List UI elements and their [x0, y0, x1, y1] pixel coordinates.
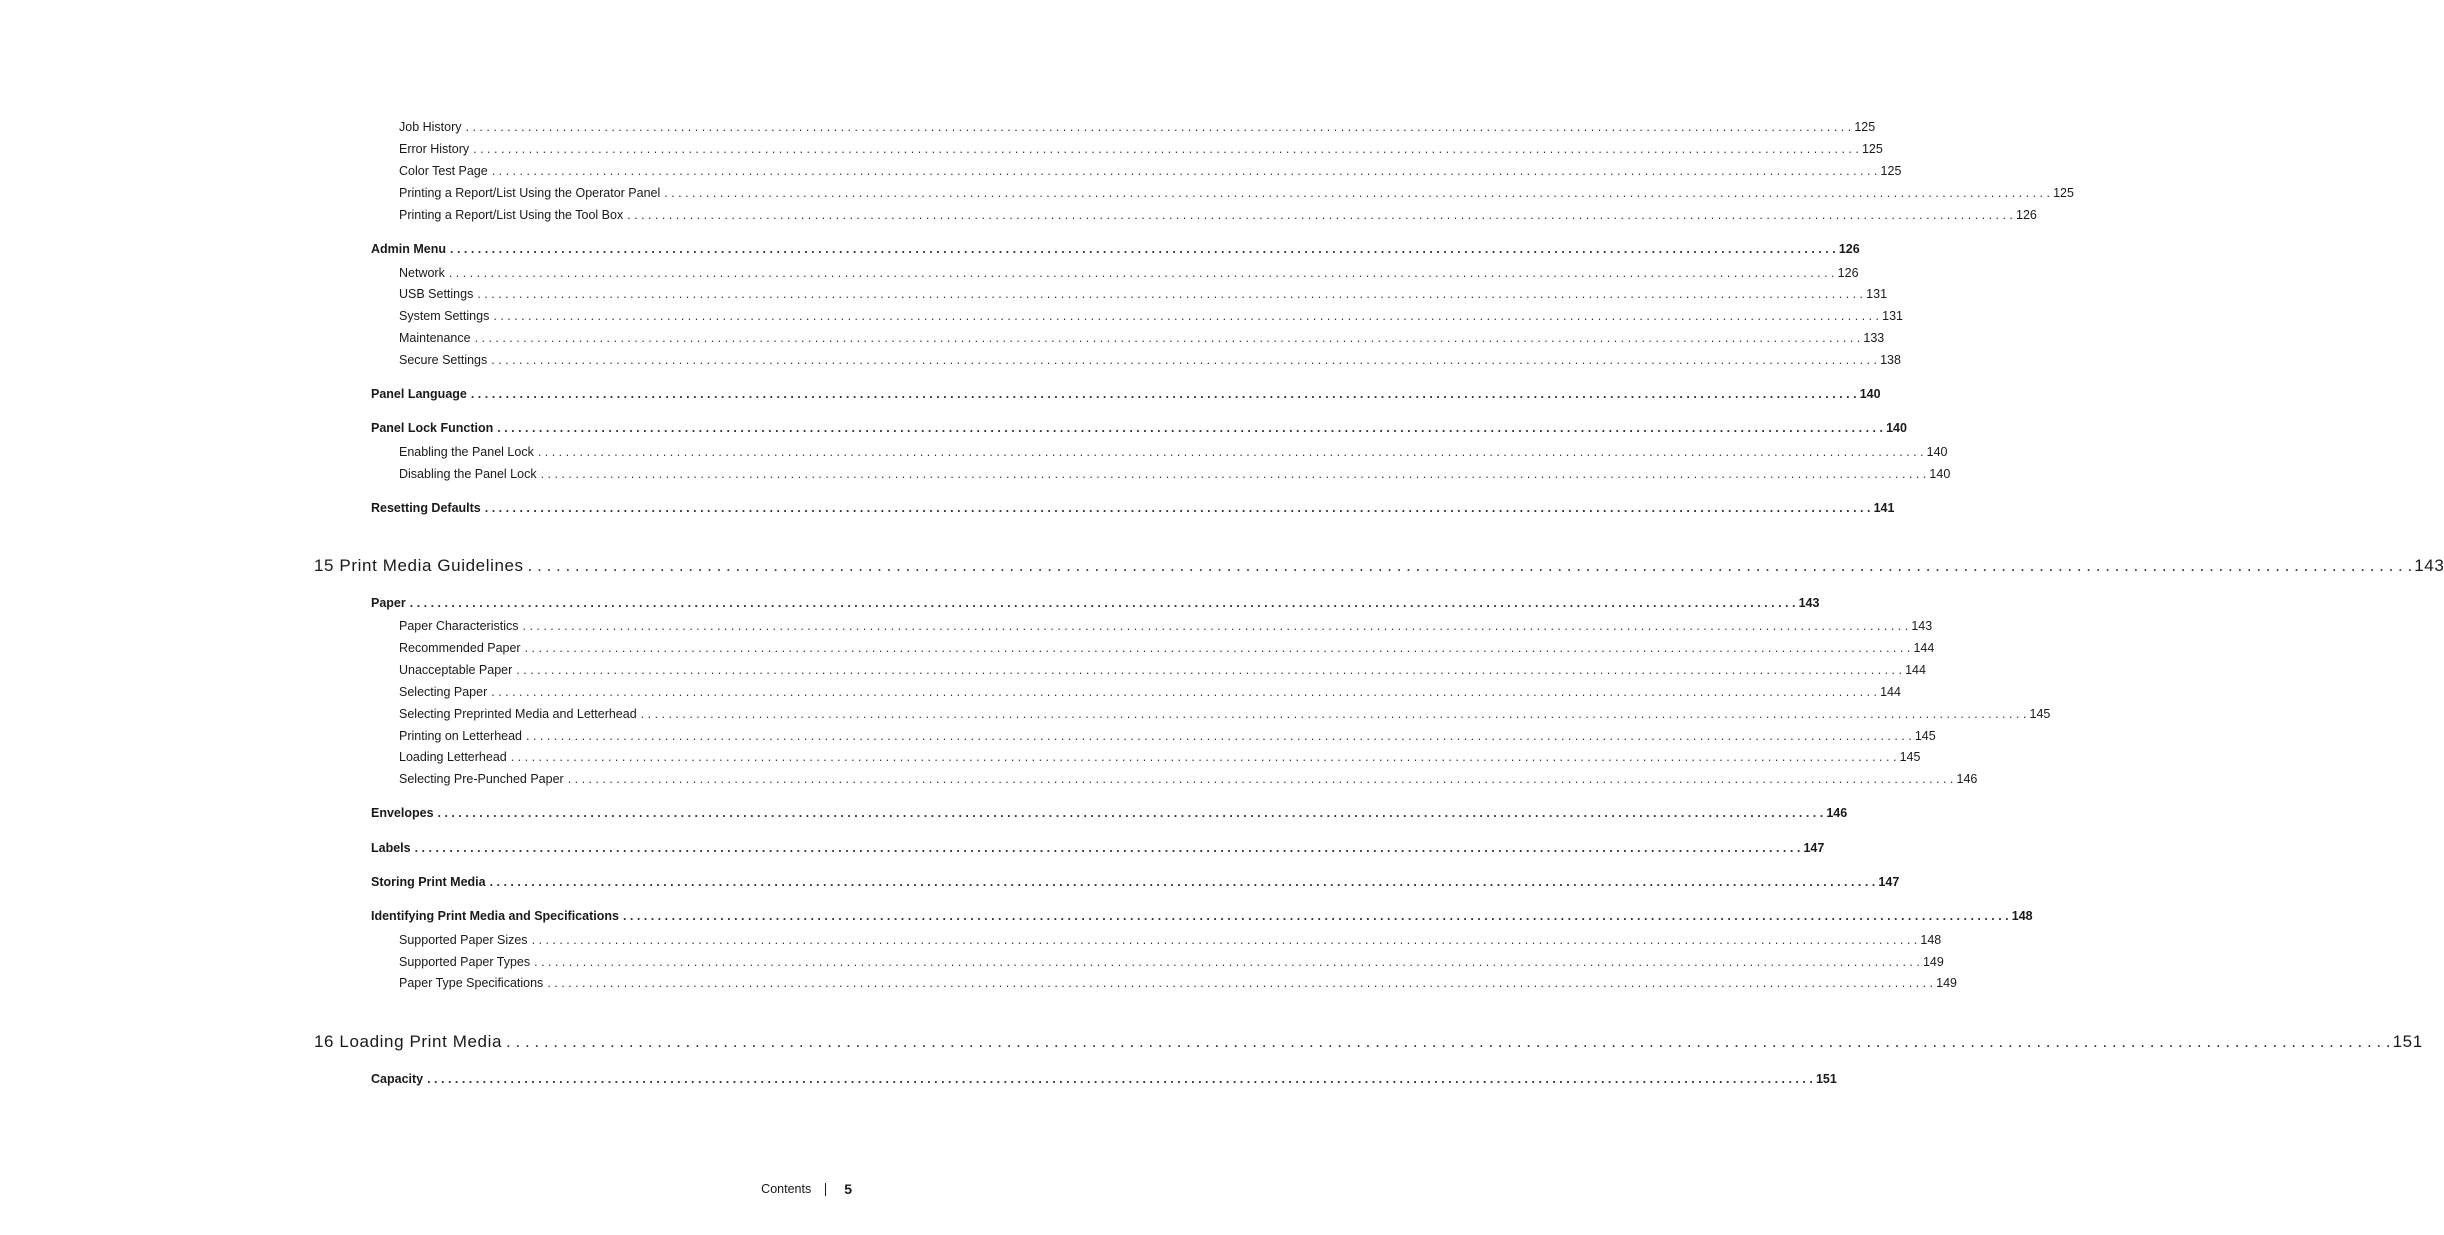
toc-entry-page: 151: [1815, 1072, 1837, 1086]
toc-entry-title: Enabling the Panel Lock: [399, 445, 534, 459]
toc-subsection-entry[interactable]: [399, 974, 1957, 992]
toc-section-entry[interactable]: [371, 240, 1860, 258]
toc-entry-page: 143: [1798, 596, 1820, 610]
dot-leader: . . . . . . . . . . . . . . . . . . . . . . . . . . . . . . . . . . . . . . . . . . . . . . . . . . . . . . . . . . . . . . . . . . . . . . . . . . . . . . . . . . . . . . . . . . . . . . . . . . . . . . . . . . . . . . . . . . . . . . . . . . . . . . . . . . . . . . . . . . . . . . . . . . . . . . . . . . . . . . . . . . . . . . . . . . . . . . . . . . . . . . . . . . . . . . . . . . . . . . . .: [664, 186, 2050, 200]
toc-entry-page: 146: [1956, 772, 1978, 786]
toc-subsection-entry[interactable]: [399, 639, 1935, 657]
toc-entry-page: 126: [1838, 242, 1860, 256]
dot-leader: . . . . . . . . . . . . . . . . . . . . . . . . . . . . . . . . . . . . . . . . . . . . . . . . . . . . . . . . . . . . . . . . . . . . . . . . . . . . . . . . . . . . . . . . . . . . . . . . . . . . . . . . . . . . . . . . . . . . . . . . . . . . . . . . . . . . . . . . . . . . . . . . . . . . . . . . . . . . . . . . . . . . . . . . . . . . . . . . . . . . . . . . . . . . . . . . . . . . . . . .: [414, 841, 1801, 855]
toc-entry-title: Panel Language: [371, 387, 467, 401]
dot-leader: . . . . . . . . . . . . . . . . . . . . . . . . . . . . . . . . . . . . . . . . . . . . . . . . . . . . . . . . . . . . . . . . . . . . . . . . . . . . . . . . . . . . . . . . . . . . . . . . . . . . . . . . . . . . . . . . . . . . . . . . . . . . . . . . . . . . . . . . . . . . . . . . . . . . . . . . . . . . . . . . . . . . . . . . . . . . . . . . . . . . . . . . . . . . . . . . . . . . . . . .: [524, 641, 1911, 655]
toc-entry-title: Printing on Letterhead: [399, 729, 523, 743]
toc-entry-page: 125: [1854, 120, 1876, 134]
toc-entry-title: Unacceptable Paper: [399, 663, 513, 677]
dot-leader: . . . . . . . . . . . . . . . . . . . . . . . . . . . . . . . . . . . . . . . . . . . . . . . . . . . . . . . . . . . . . . . . . . . . . . . . . . . . . . . . . . . . . . . . . . . . . . . . . . . . . . . . . . . . . . . . . . . . . . . . . . . . . . . . . . . . . . . . . . . . . . . . . . . . . . . . . . . . . . . . . . . . . . . . . . . . . . . . . . . . . . . . . . . . . . . . . . . . . . . .: [493, 309, 1880, 323]
toc-entry-page: 140: [1929, 467, 1951, 481]
toc-entry-title: Printing a Report/List Using the Operator Panel: [399, 186, 661, 200]
toc-subsection-entry[interactable]: [399, 661, 1926, 679]
toc-entry-title: Printing a Report/List Using the Tool Box: [399, 208, 624, 222]
toc-subsection-entry[interactable]: [399, 285, 1888, 303]
toc-subsection-entry[interactable]: [399, 206, 2037, 224]
toc-subsection-entry[interactable]: [399, 140, 1883, 158]
toc-entry-title: Job History: [399, 120, 462, 134]
dot-leader: . . . . . . . . . . . . . . . . . . . . . . . . . . . . . . . . . . . . . . . . . . . . . . . . . . . . . . . . . . . . . . . . . . . . . . . . . . . . . . . . . . . . . . . . . . . . . . . . . . . . . . . . . . . . . . . . . . . . . . . . . . . . . . . . . . . . . . . . . . . . . . . . . . . . . . . . . . . . . . . . . . . . . . . . . . . . . . . . . . . . . . . . . . . . . . . . . . . . . . . .: [537, 445, 1924, 459]
toc-entry-page: 144: [1905, 663, 1926, 677]
dot-leader: . . . . . . . . . . . . . . . . . . . . . . . . . . . . . . . . . . . . . . . . . . . . . . . . . . . . . . . . . . . . . . . . . . . . . . . . . . . . . . . . . . . . . . . . . . . . . . . . . . . . . . . . . . . . . . . . . . . . . . . . . . . . . . . . . . . . . . . . . . . . . . . . . . . . . . . . . . . . . . . . . . . . . . . . . . . . . . . . . . . . . . . . . . . . . . . . . . . . . . . .: [531, 933, 1918, 947]
dot-leader: . . . . . . . . . . . . . . . . . . . . . . . . . . . . . . . . . . . . . . . . . . . . . . . . . . . . . . . . . . . . . . . . . . . . . . . . . . . . . . . . . . . . . . . . . . . . . . . . . . . . . . . . . . . . . . . . . . . . . . . . . . . . . . . . . . . . . . . . . . . . . . . . . . . . . . . . . . . . . . . . . . . . . . . . . . . . . . . . . . . . . . . . . . . . . . . . . . . . . . . .: [506, 1032, 2391, 1051]
dot-leader: . . . . . . . . . . . . . . . . . . . . . . . . . . . . . . . . . . . . . . . . . . . . . . . . . . . . . . . . . . . . . . . . . . . . . . . . . . . . . . . . . . . . . . . . . . . . . . . . . . . . . . . . . . . . . . . . . . . . . . . . . . . . . . . . . . . . . . . . . . . . . . . . . . . . . . . . . . . . . . . . . . . . . . . . . . . . . . . . . . . . . . . . . . . . . . . . . . . . . . . .: [522, 619, 1909, 633]
toc-entry-title: Storing Print Media: [371, 875, 486, 889]
toc-entry-page: 147: [1878, 875, 1900, 889]
toc-entry-page: 141: [1873, 501, 1895, 515]
toc-subsection-entry[interactable]: [399, 184, 2074, 202]
dot-leader: . . . . . . . . . . . . . . . . . . . . . . . . . . . . . . . . . . . . . . . . . . . . . . . . . . . . . . . . . . . . . . . . . . . . . . . . . . . . . . . . . . . . . . . . . . . . . . . . . . . . . . . . . . . . . . . . . . . . . . . . . . . . . . . . . . . . . . . . . . . . . . . . . . . . . . . . . . . . . . . . . . . . . . . . . . . . . . . . . . . . . . . . . . . . . . . . . . . . . . . .: [510, 750, 1897, 764]
toc-entry-title: USB Settings: [399, 287, 474, 301]
toc-entry-page: 143: [1911, 619, 1933, 633]
toc-section-entry[interactable]: [371, 1070, 1837, 1088]
toc-entry-title: Recommended Paper: [399, 641, 521, 655]
toc-subsection-entry[interactable]: [399, 931, 1942, 949]
toc-entry-title: Paper Type Specifications: [399, 976, 544, 990]
dot-leader: . . . . . . . . . . . . . . . . . . . . . . . . . . . . . . . . . . . . . . . . . . . . . . . . . . . . . . . . . . . . . . . . . . . . . . . . . . . . . . . . . . . . . . . . . . . . . . . . . . . . . . . . . . . . . . . . . . . . . . . . . . . . . . . . . . . . . . . . . . . . . . . . . . . . . . . . . . . . . . . . . . . . . . . . . . . . . . . . . . . . . . . . . . . . . . . . . . . . . . . .: [497, 421, 1883, 435]
dot-leader: . . . . . . . . . . . . . . . . . . . . . . . . . . . . . . . . . . . . . . . . . . . . . . . . . . . . . . . . . . . . . . . . . . . . . . . . . . . . . . . . . . . . . . . . . . . . . . . . . . . . . . . . . . . . . . . . . . . . . . . . . . . . . . . . . . . . . . . . . . . . . . . . . . . . . . . . . . . . . . . . . . . . . . . . . . . . . . . . . . . . . . . . . . . . . . . . . . . . . . . .: [547, 976, 1933, 990]
dot-leader: . . . . . . . . . . . . . . . . . . . . . . . . . . . . . . . . . . . . . . . . . . . . . . . . . . . . . . . . . . . . . . . . . . . . . . . . . . . . . . . . . . . . . . . . . . . . . . . . . . . . . . . . . . . . . . . . . . . . . . . . . . . . . . . . . . . . . . . . . . . . . . . . . . . . . . . . . . . . . . . . . . . . . . . . . . . . . . . . . . . . . . . . . . . . . . . . . . . . . . . .: [437, 806, 1824, 820]
toc-entry-page: 140: [1859, 387, 1881, 401]
toc-entry-page: 143: [2414, 556, 2444, 575]
toc-entry-page: 125: [2053, 186, 2074, 200]
toc-section-entry[interactable]: [371, 419, 1907, 437]
dot-leader: . . . . . . . . . . . . . . . . . . . . . . . . . . . . . . . . . . . . . . . . . . . . . . . . . . . . . . . . . . . . . . . . . . . . . . . . . . . . . . . . . . . . . . . . . . . . . . . . . . . . . . . . . . . . . . . . . . . . . . . . . . . . . . . . . . . . . . . . . . . . . . . . . . . . . . . . . . . . . . . . . . . . . . . . . . . . . . . . . . . . . . . . . . . . . . . . . . . . . . . .: [465, 120, 1852, 134]
dot-leader: . . . . . . . . . . . . . . . . . . . . . . . . . . . . . . . . . . . . . . . . . . . . . . . . . . . . . . . . . . . . . . . . . . . . . . . . . . . . . . . . . . . . . . . . . . . . . . . . . . . . . . . . . . . . . . . . . . . . . . . . . . . . . . . . . . . . . . . . . . . . . . . . . . . . . . . . . . . . . . . . . . . . . . . . . . . . . . . . . . . . . . . . . . . . . . . . . . . . . . . .: [470, 387, 1857, 401]
toc-entry-title: 16 Loading Print Media: [314, 1032, 503, 1051]
dot-leader: . . . . . . . . . . . . . . . . . . . . . . . . . . . . . . . . . . . . . . . . . . . . . . . . . . . . . . . . . . . . . . . . . . . . . . . . . . . . . . . . . . . . . . . . . . . . . . . . . . . . . . . . . . . . . . . . . . . . . . . . . . . . . . . . . . . . . . . . . . . . . . . . . . . . . . . . . . . . . . . . . . . . . . . . . . . . . . . . . . . . . . . . . . . . . . . . . . . . . . . .: [491, 685, 1877, 699]
toc-section-entry[interactable]: [371, 839, 1825, 857]
page-footer: [761, 1180, 852, 1198]
toc-entry-page: 140: [1926, 445, 1948, 459]
toc-entry-title: 15 Print Media Guidelines: [314, 556, 524, 575]
toc-entry-page: 126: [2016, 208, 2037, 222]
toc-entry-page: 151: [2392, 1032, 2423, 1051]
toc-subsection-entry[interactable]: [399, 748, 1921, 766]
toc-subsection-entry[interactable]: [399, 307, 1904, 325]
toc-entry-page: 149: [1936, 976, 1957, 990]
toc-entry-title: Paper: [371, 596, 406, 610]
toc-subsection-entry[interactable]: [399, 727, 1936, 745]
toc-entry-page: 148: [2011, 909, 2033, 923]
toc-section-entry[interactable]: [371, 873, 1900, 891]
toc-subsection-entry[interactable]: [399, 351, 1901, 369]
toc-entry-title: Selecting Pre-Punched Paper: [399, 772, 564, 786]
dot-leader: . . . . . . . . . . . . . . . . . . . . . . . . . . . . . . . . . . . . . . . . . . . . . . . . . . . . . . . . . . . . . . . . . . . . . . . . . . . . . . . . . . . . . . . . . . . . . . . . . . . . . . . . . . . . . . . . . . . . . . . . . . . . . . . . . . . . . . . . . . . . . . . . . . . . . . . . . . . . . . . . . . . . . . . . . . . . . . . . . . . . . . . . . . . . . . . . . . . . . . . .: [627, 208, 2013, 222]
toc-entry-page: 125: [1880, 164, 1902, 178]
toc-section-entry[interactable]: [371, 385, 1881, 403]
toc-entry-page: 125: [1861, 142, 1883, 156]
toc-subsection-entry[interactable]: [399, 118, 1876, 136]
toc-entry-page: 126: [1837, 266, 1859, 280]
dot-leader: . . . . . . . . . . . . . . . . . . . . . . . . . . . . . . . . . . . . . . . . . . . . . . . . . . . . . . . . . . . . . . . . . . . . . . . . . . . . . . . . . . . . . . . . . . . . . . . . . . . . . . . . . . . . . . . . . . . . . . . . . . . . . . . . . . . . . . . . . . . . . . . . . . . . . . . . . . . . . . . . . . . . . . . . . . . . . . . . . . . . . . . . . . . . . . . . . . . . . . . .: [491, 164, 1878, 178]
toc-subsection-entry[interactable]: [399, 162, 1902, 180]
toc-entry-title: Selecting Paper: [399, 685, 488, 699]
dot-leader: . . . . . . . . . . . . . . . . . . . . . . . . . . . . . . . . . . . . . . . . . . . . . . . . . . . . . . . . . . . . . . . . . . . . . . . . . . . . . . . . . . . . . . . . . . . . . . . . . . . . . . . . . . . . . . . . . . . . . . . . . . . . . . . . . . . . . . . . . . . . . . . . . . . . . . . . . . . . . . . . . . . . . . . . . . . . . . . . . . . . . . . . . . . . . . . . . . . . . . . .: [489, 875, 1876, 889]
toc-entry-title: Capacity: [371, 1072, 424, 1086]
toc-entry-title: Envelopes: [371, 806, 434, 820]
footer-divider: [825, 1183, 826, 1196]
toc-chapter-entry[interactable]: [314, 1031, 2423, 1053]
toc-section-entry[interactable]: [371, 594, 1820, 612]
toc-entry-page: 145: [1899, 750, 1921, 764]
footer-section-label: Contents: [761, 1182, 812, 1196]
toc-subsection-entry[interactable]: [399, 705, 2051, 723]
toc-entry-page: 148: [1920, 933, 1942, 947]
toc-entry-page: 144: [1880, 685, 1901, 699]
toc-entry-page: 131: [1882, 309, 1904, 323]
toc-entry-title: Selecting Preprinted Media and Letterhead: [399, 707, 637, 721]
toc-entry-title: Supported Paper Sizes: [399, 933, 528, 947]
toc-subsection-entry[interactable]: [399, 465, 1951, 483]
dot-leader: . . . . . . . . . . . . . . . . . . . . . . . . . . . . . . . . . . . . . . . . . . . . . . . . . . . . . . . . . . . . . . . . . . . . . . . . . . . . . . . . . . . . . . . . . . . . . . . . . . . . . . . . . . . . . . . . . . . . . . . . . . . . . . . . . . . . . . . . . . . . . . . . . . . . . . . . . . . . . . . . . . . . . . . . . . . . . . . . . . . . . . . . . . . . . . . . . . . . . . . .: [640, 707, 2027, 721]
toc-subsection-entry[interactable]: [399, 264, 1859, 282]
dot-leader: . . . . . . . . . . . . . . . . . . . . . . . . . . . . . . . . . . . . . . . . . . . . . . . . . . . . . . . . . . . . . . . . . . . . . . . . . . . . . . . . . . . . . . . . . . . . . . . . . . . . . . . . . . . . . . . . . . . . . . . . . . . . . . . . . . . . . . . . . . . . . . . . . . . . . . . . . . . . . . . . . . . . . . . . . . . . . . . . . . . . . . . . . . . . . . . . . . . . . . . .: [409, 596, 1796, 610]
dot-leader: . . . . . . . . . . . . . . . . . . . . . . . . . . . . . . . . . . . . . . . . . . . . . . . . . . . . . . . . . . . . . . . . . . . . . . . . . . . . . . . . . . . . . . . . . . . . . . . . . . . . . . . . . . . . . . . . . . . . . . . . . . . . . . . . . . . . . . . . . . . . . . . . . . . . . . . . . . . . . . . . . . . . . . . . . . . . . . . . . . . . . . . . . . . . . . . . . . . . . . . .: [450, 242, 1836, 256]
dot-leader: . . . . . . . . . . . . . . . . . . . . . . . . . . . . . . . . . . . . . . . . . . . . . . . . . . . . . . . . . . . . . . . . . . . . . . . . . . . . . . . . . . . . . . . . . . . . . . . . . . . . . . . . . . . . . . . . . . . . . . . . . . . . . . . . . . . . . . . . . . . . . . . . . . . . . . . . . . . . . . . . . . . . . . . . . . . . . . . . . . . . . . . . . . . . . . . . . . . . . . . .: [526, 729, 1912, 743]
toc-section-entry[interactable]: [371, 499, 1895, 517]
toc-entry-title: Admin Menu: [371, 242, 446, 256]
toc-entry-title: Error History: [399, 142, 470, 156]
dot-leader: . . . . . . . . . . . . . . . . . . . . . . . . . . . . . . . . . . . . . . . . . . . . . . . . . . . . . . . . . . . . . . . . . . . . . . . . . . . . . . . . . . . . . . . . . . . . . . . . . . . . . . . . . . . . . . . . . . . . . . . . . . . . . . . . . . . . . . . . . . . . . . . . . . . . . . . . . . . . . . . . . . . . . . . . . . . . . . . . . . . . . . . . . . . . . . . . . . . . . . . .: [427, 1072, 1813, 1086]
toc-entry-title: Maintenance: [399, 331, 471, 345]
toc-entry-title: Disabling the Panel Lock: [399, 467, 537, 481]
toc-entry-page: 149: [1922, 955, 1944, 969]
toc-entry-title: Secure Settings: [399, 353, 488, 367]
toc-section-entry[interactable]: [371, 804, 1848, 822]
toc-entry-title: Labels: [371, 841, 411, 855]
dot-leader: . . . . . . . . . . . . . . . . . . . . . . . . . . . . . . . . . . . . . . . . . . . . . . . . . . . . . . . . . . . . . . . . . . . . . . . . . . . . . . . . . . . . . . . . . . . . . . . . . . . . . . . . . . . . . . . . . . . . . . . . . . . . . . . . . . . . . . . . . . . . . . . . . . . . . . . . . . . . . . . . . . . . . . . . . . . . . . . . . . . . . . . . . . . . . . . . . . . . . . . .: [527, 556, 2413, 575]
dot-leader: . . . . . . . . . . . . . . . . . . . . . . . . . . . . . . . . . . . . . . . . . . . . . . . . . . . . . . . . . . . . . . . . . . . . . . . . . . . . . . . . . . . . . . . . . . . . . . . . . . . . . . . . . . . . . . . . . . . . . . . . . . . . . . . . . . . . . . . . . . . . . . . . . . . . . . . . . . . . . . . . . . . . . . . . . . . . . . . . . . . . . . . . . . . . . . . . . . . . . . . .: [477, 287, 1864, 301]
toc-entry-page: 140: [1886, 421, 1907, 435]
toc-entry-title: Loading Letterhead: [399, 750, 507, 764]
toc-subsection-entry[interactable]: [399, 953, 1944, 971]
toc-entry-title: System Settings: [399, 309, 490, 323]
dot-leader: . . . . . . . . . . . . . . . . . . . . . . . . . . . . . . . . . . . . . . . . . . . . . . . . . . . . . . . . . . . . . . . . . . . . . . . . . . . . . . . . . . . . . . . . . . . . . . . . . . . . . . . . . . . . . . . . . . . . . . . . . . . . . . . . . . . . . . . . . . . . . . . . . . . . . . . . . . . . . . . . . . . . . . . . . . . . . . . . . . . . . . . . . . . . . . . . . . . . . . . .: [473, 142, 1859, 156]
toc-chapter-entry[interactable]: [314, 555, 2444, 577]
dot-leader: . . . . . . . . . . . . . . . . . . . . . . . . . . . . . . . . . . . . . . . . . . . . . . . . . . . . . . . . . . . . . . . . . . . . . . . . . . . . . . . . . . . . . . . . . . . . . . . . . . . . . . . . . . . . . . . . . . . . . . . . . . . . . . . . . . . . . . . . . . . . . . . . . . . . . . . . . . . . . . . . . . . . . . . . . . . . . . . . . . . . . . . . . . . . . . . . . . . . . . . .: [484, 501, 1871, 515]
toc-entry-page: 146: [1826, 806, 1848, 820]
footer-page-number: 5: [844, 1181, 852, 1197]
dot-leader: . . . . . . . . . . . . . . . . . . . . . . . . . . . . . . . . . . . . . . . . . . . . . . . . . . . . . . . . . . . . . . . . . . . . . . . . . . . . . . . . . . . . . . . . . . . . . . . . . . . . . . . . . . . . . . . . . . . . . . . . . . . . . . . . . . . . . . . . . . . . . . . . . . . . . . . . . . . . . . . . . . . . . . . . . . . . . . . . . . . . . . . . . . . . . . . . . . . . . . . .: [567, 772, 1954, 786]
dot-leader: . . . . . . . . . . . . . . . . . . . . . . . . . . . . . . . . . . . . . . . . . . . . . . . . . . . . . . . . . . . . . . . . . . . . . . . . . . . . . . . . . . . . . . . . . . . . . . . . . . . . . . . . . . . . . . . . . . . . . . . . . . . . . . . . . . . . . . . . . . . . . . . . . . . . . . . . . . . . . . . . . . . . . . . . . . . . . . . . . . . . . . . . . . . . . . . . . . . . . . . .: [540, 467, 1927, 481]
toc-entry-page: 138: [1880, 353, 1901, 367]
toc-entry-page: 133: [1863, 331, 1885, 345]
toc-entry-page: 131: [1866, 287, 1888, 301]
toc-subsection-entry[interactable]: [399, 329, 1885, 347]
toc-entry-title: Identifying Print Media and Specifications: [371, 909, 619, 923]
toc-entry-title: Network: [399, 266, 445, 280]
dot-leader: . . . . . . . . . . . . . . . . . . . . . . . . . . . . . . . . . . . . . . . . . . . . . . . . . . . . . . . . . . . . . . . . . . . . . . . . . . . . . . . . . . . . . . . . . . . . . . . . . . . . . . . . . . . . . . . . . . . . . . . . . . . . . . . . . . . . . . . . . . . . . . . . . . . . . . . . . . . . . . . . . . . . . . . . . . . . . . . . . . . . . . . . . . . . . . . . . . . . . . . .: [622, 909, 2009, 923]
dot-leader: . . . . . . . . . . . . . . . . . . . . . . . . . . . . . . . . . . . . . . . . . . . . . . . . . . . . . . . . . . . . . . . . . . . . . . . . . . . . . . . . . . . . . . . . . . . . . . . . . . . . . . . . . . . . . . . . . . . . . . . . . . . . . . . . . . . . . . . . . . . . . . . . . . . . . . . . . . . . . . . . . . . . . . . . . . . . . . . . . . . . . . . . . . . . . . . . . . . . . . . .: [474, 331, 1861, 345]
toc-entry-title: Supported Paper Types: [399, 955, 531, 969]
toc-section-entry[interactable]: [371, 907, 2033, 925]
toc-subsection-entry[interactable]: [399, 617, 1933, 635]
toc-entry-title: Resetting Defaults: [371, 501, 481, 515]
toc-subsection-entry[interactable]: [399, 443, 1948, 461]
toc-entry-page: 147: [1803, 841, 1825, 855]
toc-entry-page: 145: [2029, 707, 2051, 721]
toc-subsection-entry[interactable]: [399, 770, 1978, 788]
toc-entry-page: 145: [1914, 729, 1936, 743]
dot-leader: . . . . . . . . . . . . . . . . . . . . . . . . . . . . . . . . . . . . . . . . . . . . . . . . . . . . . . . . . . . . . . . . . . . . . . . . . . . . . . . . . . . . . . . . . . . . . . . . . . . . . . . . . . . . . . . . . . . . . . . . . . . . . . . . . . . . . . . . . . . . . . . . . . . . . . . . . . . . . . . . . . . . . . . . . . . . . . . . . . . . . . . . . . . . . . . . . . . . . . . .: [534, 955, 1920, 969]
dot-leader: . . . . . . . . . . . . . . . . . . . . . . . . . . . . . . . . . . . . . . . . . . . . . . . . . . . . . . . . . . . . . . . . . . . . . . . . . . . . . . . . . . . . . . . . . . . . . . . . . . . . . . . . . . . . . . . . . . . . . . . . . . . . . . . . . . . . . . . . . . . . . . . . . . . . . . . . . . . . . . . . . . . . . . . . . . . . . . . . . . . . . . . . . . . . . . . . . . . . . . . .: [491, 353, 1877, 367]
toc-entry-title: Paper Characteristics: [399, 619, 519, 633]
toc-subsection-entry[interactable]: [399, 683, 1901, 701]
dot-leader: . . . . . . . . . . . . . . . . . . . . . . . . . . . . . . . . . . . . . . . . . . . . . . . . . . . . . . . . . . . . . . . . . . . . . . . . . . . . . . . . . . . . . . . . . . . . . . . . . . . . . . . . . . . . . . . . . . . . . . . . . . . . . . . . . . . . . . . . . . . . . . . . . . . . . . . . . . . . . . . . . . . . . . . . . . . . . . . . . . . . . . . . . . . . . . . . . . . . . . . .: [448, 266, 1835, 280]
toc-entry-page: 144: [1913, 641, 1935, 655]
toc-entry-title: Panel Lock Function: [371, 421, 494, 435]
toc-entry-title: Color Test Page: [399, 164, 488, 178]
dot-leader: . . . . . . . . . . . . . . . . . . . . . . . . . . . . . . . . . . . . . . . . . . . . . . . . . . . . . . . . . . . . . . . . . . . . . . . . . . . . . . . . . . . . . . . . . . . . . . . . . . . . . . . . . . . . . . . . . . . . . . . . . . . . . . . . . . . . . . . . . . . . . . . . . . . . . . . . . . . . . . . . . . . . . . . . . . . . . . . . . . . . . . . . . . . . . . . . . . . . . . . .: [516, 663, 1902, 677]
